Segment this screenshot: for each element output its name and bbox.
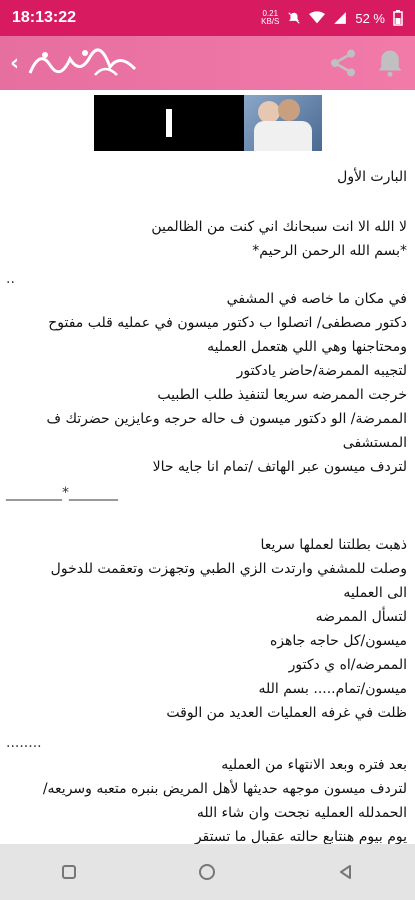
home-circle-icon bbox=[198, 863, 216, 881]
back-triangle-icon bbox=[338, 864, 354, 880]
story-line: ميسون/كل حاجه جاهزه bbox=[269, 633, 407, 649]
wifi-icon bbox=[309, 11, 325, 25]
net-speed-value: 0.21 bbox=[262, 9, 279, 18]
story-line: لتردف ميسون موجهه حديثها لأهل المريض بنبره متعبه وسريعه/ bbox=[42, 781, 407, 797]
story-line: ميسون/تمام..... بسم الله bbox=[258, 681, 407, 697]
story-line: لا الله الا انت سبحانك اني كنت من الظالمين bbox=[151, 219, 407, 235]
app-bar bbox=[0, 36, 415, 90]
home-button[interactable] bbox=[187, 852, 227, 892]
story-line: في مكان ما خاصه في المشفي bbox=[226, 291, 407, 307]
app-logo bbox=[25, 45, 145, 81]
story-separator: .. bbox=[6, 271, 15, 287]
back-button[interactable] bbox=[326, 852, 366, 892]
story-line: بعد فتره وبعد الانتهاء من العمليه bbox=[221, 757, 407, 773]
story-line: ذهبت بطلتنا لعملها سريعا bbox=[260, 537, 407, 553]
story-line: يوم بيوم هنتابع حالته عقبال ما تستقر bbox=[194, 829, 407, 844]
story-line: ظلت في غرفه العمليات العديد من الوقت bbox=[166, 705, 407, 721]
status-time: 18:13:22 bbox=[12, 9, 77, 26]
story-line: دكتور مصطفى/ اتصلوا ب دكتور ميسون في عمليه قلب مفتوح bbox=[48, 315, 407, 331]
back-chevron-icon[interactable]: ‹ bbox=[10, 50, 20, 76]
net-speed bbox=[261, 10, 279, 26]
battery-text: 52 % bbox=[355, 10, 385, 26]
story-line: الممرضه/اه ي دكتور bbox=[288, 657, 407, 673]
system-nav-bar bbox=[0, 844, 415, 900]
ad-photo-figure bbox=[278, 99, 300, 121]
share-icon[interactable] bbox=[327, 47, 359, 79]
story-separator: ________*_______ bbox=[6, 485, 118, 501]
notification-bell-icon[interactable] bbox=[375, 48, 405, 78]
ad-bar-mark bbox=[166, 109, 172, 137]
story-line: الممرضة/ الو دكتور ميسون ف حاله حرجه وعايزين حضرتك ف bbox=[46, 411, 407, 427]
story-line: لتسأل الممرضه bbox=[315, 609, 407, 625]
story-line: لتردف ميسون عبر الهاتف /تمام انا جايه حالا bbox=[152, 459, 407, 475]
net-speed-unit: KB/S bbox=[261, 17, 280, 26]
app-bar-left bbox=[10, 45, 145, 81]
ad-photo-figure bbox=[254, 121, 312, 151]
status-bar bbox=[0, 0, 415, 36]
status-icons bbox=[261, 10, 403, 26]
recents-button[interactable] bbox=[49, 852, 89, 892]
story-line: *بسم الله الرحمن الرحيم* bbox=[252, 243, 407, 259]
ad-black-panel bbox=[94, 95, 244, 151]
story-line: الى العمليه bbox=[343, 585, 407, 601]
battery-icon bbox=[393, 10, 403, 26]
recents-square-icon bbox=[61, 864, 77, 880]
signal-icon bbox=[333, 11, 347, 25]
mute-bell-icon bbox=[287, 11, 301, 25]
story-line: البارت الأول bbox=[337, 169, 407, 185]
story-content[interactable] bbox=[0, 160, 415, 844]
story-line: الحمدلله العمليه نجحت وان شاء الله bbox=[196, 805, 407, 821]
app-bar-actions bbox=[327, 47, 405, 79]
story-separator: ........ bbox=[6, 735, 42, 751]
story-line: وصلت للمشفي وارتدت الزي الطبي وتجهزت وتعقمت للدخول bbox=[50, 561, 407, 577]
ad-photo-figure bbox=[258, 101, 280, 123]
story-line: المستشفى bbox=[342, 435, 407, 451]
story-line: خرجت الممرضه سريعا لتنفيذ طلب الطبيب bbox=[157, 387, 407, 403]
ad-banner[interactable] bbox=[94, 95, 322, 151]
story-line: لتجيبه الممرضة/حاضر يادكتور bbox=[236, 363, 407, 379]
ad-photo bbox=[244, 95, 322, 151]
story-line: ومحتاجنها وهي اللي هتعمل العمليه bbox=[207, 339, 407, 355]
